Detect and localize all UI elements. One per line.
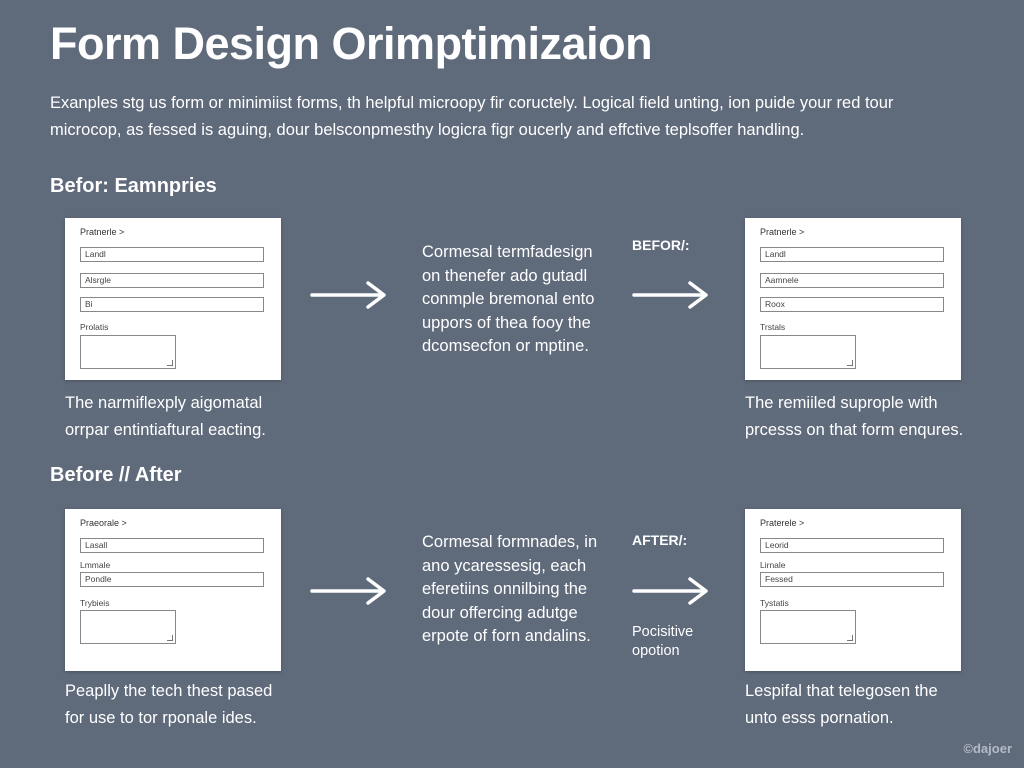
after-form-card-left — [65, 509, 281, 671]
textarea-label: Trybieis — [80, 598, 110, 608]
note-line: Pocisitive — [632, 624, 694, 640]
form-field-3[interactable]: Bi — [80, 297, 264, 312]
resize-grip-icon[interactable] — [847, 635, 853, 641]
after-tag: AFTER/: — [632, 532, 688, 548]
intro-line: Exanples stg us form or minimiist forms, th helpful microopy fir coructely. Logical field unting, ion puide your red tour — [50, 94, 894, 112]
caption-line: The narmiflexply aigomatal — [65, 394, 263, 412]
textarea-label: Tystatis — [760, 598, 789, 608]
before-tag: BEFOR/: — [632, 237, 690, 253]
caption-line: The remiiled suprople with — [745, 394, 938, 412]
description-line: eferetiins onnilbing the — [422, 580, 588, 598]
resize-grip-icon[interactable] — [847, 360, 853, 366]
description-line: Cormesal termfadesign — [422, 243, 593, 261]
form-card-heading: Praterele > — [760, 518, 805, 528]
form-textarea[interactable] — [760, 610, 856, 644]
form-card-heading: Pratnerle > — [80, 227, 125, 237]
right-arrow-icon — [310, 576, 390, 606]
intro-paragraph — [50, 90, 990, 144]
card-caption — [745, 390, 963, 444]
note-line: opotion — [632, 643, 680, 659]
form-textarea[interactable] — [80, 335, 176, 369]
after-form-card-right — [745, 509, 961, 671]
description-line: ano ycaressesig, each — [422, 556, 587, 575]
description-line: erpote of forn andalins. — [422, 627, 591, 645]
form-field-1[interactable]: Landl — [80, 247, 264, 262]
form-card-heading: Pratnerle > — [760, 227, 805, 237]
section-title-before-examples: Befor: Eamnpries — [50, 175, 217, 197]
form-field-1[interactable]: Landl — [760, 247, 944, 262]
form-field-1[interactable]: Leorid — [760, 538, 944, 553]
form-textarea[interactable] — [80, 610, 176, 644]
watermark: ©dajoer — [963, 741, 1012, 756]
caption-line: prcesss on that form enqures. — [745, 421, 964, 439]
page-title: Form Design Orimptimizaion — [50, 18, 653, 69]
card-caption — [65, 390, 266, 444]
description-line: on thenefer ado gutadl — [422, 266, 588, 285]
before-form-card-left — [65, 218, 281, 380]
form-field-2[interactable]: Pondle — [80, 572, 264, 587]
description-line: conmple bremonal ento — [422, 290, 595, 308]
resize-grip-icon[interactable] — [167, 360, 173, 366]
description-line: uppors of thea fooy the — [422, 313, 591, 332]
description-line: dcomsecfon or mptine. — [422, 337, 589, 355]
resize-grip-icon[interactable] — [167, 635, 173, 641]
right-arrow-icon — [310, 280, 390, 310]
caption-line: Lespifal that telegosen the — [745, 682, 938, 700]
field-label: Lirnale — [760, 560, 786, 570]
textarea-label: Trstals — [760, 322, 786, 332]
form-field-3[interactable]: Roox — [760, 297, 944, 312]
field-label: Lmmale — [80, 560, 111, 570]
caption-line: orrpar entintiaftural eacting. — [65, 421, 266, 439]
middle-description — [422, 531, 597, 649]
form-textarea[interactable] — [760, 335, 856, 369]
right-arrow-icon — [632, 280, 712, 310]
card-caption — [745, 678, 938, 732]
form-field-1[interactable]: Lasall — [80, 538, 264, 553]
section-title-before-after: Before // After — [50, 464, 182, 486]
card-caption — [65, 678, 272, 732]
description-line: dour offercing adutge — [422, 603, 578, 622]
form-field-2[interactable]: Aamnele — [760, 273, 944, 288]
middle-description — [422, 241, 594, 359]
form-card-heading: Praeorale > — [80, 518, 127, 528]
description-line: Cormesal formnades, in — [422, 533, 598, 551]
form-field-2[interactable]: Alsrgle — [80, 273, 264, 288]
textarea-label: Prolatis — [80, 322, 109, 332]
after-tag-note — [632, 623, 693, 661]
form-field-2[interactable]: Fessed — [760, 572, 944, 587]
intro-line: microcop, as fessed is aguing, dour belsconpmesthy logicra figr oucerly and effctive teplsoffer handling. — [50, 121, 805, 139]
caption-line: unto esss pornation. — [745, 709, 894, 727]
before-form-card-right — [745, 218, 961, 380]
caption-line: for use to tor rponale ides. — [65, 709, 257, 727]
right-arrow-icon — [632, 576, 712, 606]
caption-line: Peaplly the tech thest pased — [65, 682, 273, 700]
